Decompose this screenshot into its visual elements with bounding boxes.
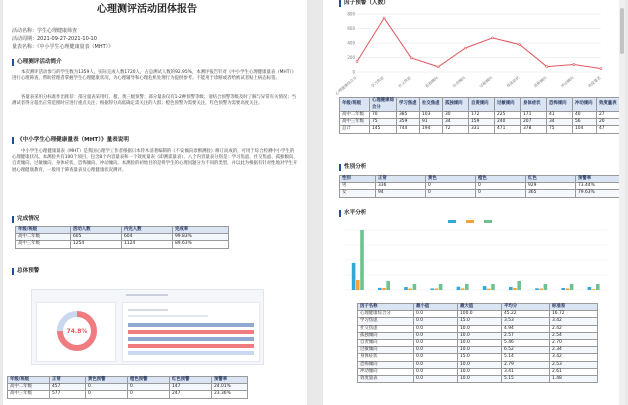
report-page-1 (3, 0, 307, 405)
bar (461, 288, 465, 290)
column-header: 标准差 (550, 304, 598, 311)
x-tick-label: 身体症状 (505, 74, 521, 89)
table-cell: 10.0 (458, 361, 502, 368)
table-cell: 0 (128, 391, 170, 398)
report-title: 心理测评活动团体报告 (97, 4, 197, 15)
column-header: 红色预警 (170, 377, 212, 384)
column-header: 最大值 (458, 304, 502, 311)
table-cell: 457 (50, 384, 86, 391)
table-cell: 605 (71, 234, 122, 241)
warning-rate-donut (37, 303, 117, 363)
legend-swatch (484, 220, 492, 223)
bar (588, 287, 592, 290)
table-cell: 744 (397, 126, 420, 133)
table-row (358, 361, 598, 368)
table-cell: 2.57 (502, 332, 550, 339)
table-cell: 147 (170, 384, 212, 391)
table-cell: 0.0 (414, 332, 458, 339)
table-cell: 40 (573, 112, 597, 119)
table-cell: 4.94 (502, 325, 550, 332)
data-point (492, 37, 494, 39)
table-cell: 2.61 (550, 368, 598, 375)
table-cell: 34 (547, 119, 573, 126)
overview-paragraph-2: 各量表采用分标准作出推荐：部分量表采用红、橙、黄三级预警；部分量表仅有1-2种预警等级；请结合预警等级及时了解与异常有关情况；当测试者得分超出正常范围时应进行重点关注；根据得分高低确定需关注的人群；橙色预警为需要关注，红色预警为需要高度关注。 (12, 95, 297, 107)
card-header-line (126, 294, 168, 296)
table-cell: 75 (370, 119, 397, 126)
column-header: 最小值 (414, 304, 458, 311)
table-cell: 0.0 (414, 325, 458, 332)
table-cell: 过敏倾向 (358, 347, 414, 354)
overall-warning-card (31, 289, 264, 365)
column-header: 橙色预警 (128, 377, 170, 384)
table-cell: 3.41 (502, 368, 550, 375)
summary-panel (122, 302, 260, 362)
activity-name: 活动名称：学生心理健康筛查 (12, 28, 78, 34)
column-header: 黄色预警 (86, 377, 128, 384)
scrollbar-thumb[interactable] (620, 8, 624, 54)
bar (517, 281, 521, 290)
section-average: 水平分析 (339, 210, 366, 217)
table-cell: 3.42 (550, 354, 598, 361)
table-cell: 10.0 (458, 340, 502, 347)
bar (487, 289, 491, 290)
table-cell: 女 (340, 190, 376, 197)
summary-bar (128, 351, 254, 355)
chart-grid (345, 230, 607, 290)
column-header: 孤独倾向 (443, 98, 469, 112)
table-cell: 0.0 (414, 368, 458, 375)
legend-swatch (448, 220, 456, 223)
table-cell: 385 (397, 112, 420, 119)
table-cell: 577 (50, 391, 86, 398)
table-row (358, 311, 598, 318)
chart-legend (448, 220, 492, 223)
y-tick-label: 0 (352, 69, 355, 75)
table-cell: 1.48 (550, 376, 598, 383)
bar (382, 288, 386, 290)
column-header: 内完人数 (122, 227, 173, 234)
table-header-row (340, 98, 622, 112)
table-row (358, 332, 598, 339)
table-cell: 自责倾向 (358, 340, 414, 347)
factor-line-chart (334, 8, 607, 96)
table-cell: 34 (443, 119, 469, 126)
table-cell: 2.34 (550, 347, 598, 354)
table-cell: 331 (469, 126, 495, 133)
placeholder-line (128, 309, 168, 311)
table-cell: 高中三年级 (8, 391, 50, 398)
table-row (340, 126, 622, 133)
table-cell: 高中三年级 (340, 119, 370, 126)
bar (386, 281, 390, 290)
table-cell: 1124 (122, 241, 173, 248)
overall-warning-table (7, 376, 248, 399)
table-cell: 效度量表 (358, 376, 414, 383)
table-cell: 10.0 (458, 376, 502, 383)
table-cell: 194 (420, 126, 443, 133)
table-cell: 100.0 (458, 311, 502, 318)
table-cell: 5.14 (502, 354, 550, 361)
column-header: 自责倾向 (469, 98, 495, 112)
section-overall-warning: 总体预警 (12, 268, 39, 275)
x-tick-label: 冲动倾向 (559, 74, 575, 89)
table-cell: 56 (573, 119, 597, 126)
bar (544, 284, 548, 290)
bar (592, 289, 596, 290)
table-cell: 72 (443, 126, 469, 133)
bar (430, 288, 434, 290)
bar (566, 288, 570, 290)
table-cell: 0.0 (414, 347, 458, 354)
bar (535, 288, 539, 290)
report-page-2 (323, 0, 625, 405)
bar (408, 289, 412, 290)
column-header: 红色 (526, 176, 576, 183)
data-point (600, 68, 602, 70)
data-point (519, 44, 521, 46)
table-cell: 336 (376, 183, 426, 190)
column-header: 年级/班级 (340, 98, 370, 112)
table-header-row (340, 176, 622, 183)
bar (378, 288, 382, 290)
table-cell: 171 (521, 112, 547, 119)
table-cell: 2.70 (550, 340, 598, 347)
data-point (573, 63, 575, 65)
table-cell: 10.0 (458, 332, 502, 339)
bar (356, 280, 360, 290)
completion-table (15, 226, 229, 249)
summary-bar (128, 330, 254, 334)
table-row (358, 354, 598, 361)
column-header: 橙色 (476, 176, 526, 183)
bar (596, 284, 600, 290)
table-cell: 23.36% (212, 391, 248, 398)
table-cell: 学习焦虑 (358, 318, 414, 325)
table-cell: 社交焦虑 (358, 325, 414, 332)
series-line (357, 18, 601, 69)
column-header: 年级/班级 (16, 227, 71, 234)
table-cell: 45.22 (502, 311, 550, 318)
table-cell: 471 (495, 126, 521, 133)
x-tick-label: 效度量表 (586, 74, 602, 89)
table-cell: 0.0 (414, 376, 458, 383)
table-row (16, 234, 229, 241)
table-cell: 心理健康综合分 (358, 311, 414, 318)
column-header: 社交焦虑 (420, 98, 443, 112)
table-row (16, 241, 229, 248)
gender-table (339, 175, 622, 198)
overview-paragraph-1: 本次测评活动参与的学生数为1359人，实际完成人数1720人，占总测试人数的92.95%，本测评报告针对《中小学生心理健康量表（MHT）》进行心理筛查，帮助管理者掌握学生心理健康状况，为心理辅导和心理危机处理行为提供参考。不能用于诊断或者给被试者贴上病态标签。 (12, 70, 296, 82)
bar (483, 286, 487, 290)
table-cell: 0 (86, 391, 128, 398)
x-tick-label: 恐怖倾向 (532, 74, 548, 89)
table-row (340, 112, 622, 119)
x-tick-label: 孤独倾向 (424, 74, 439, 89)
table-cell: 身体症状 (358, 354, 414, 361)
bar (570, 284, 574, 290)
x-axis-ticks (334, 75, 602, 96)
table-cell: 0 (86, 384, 128, 391)
table-cell: 10.0 (458, 368, 502, 375)
table-cell: 0.0 (414, 354, 458, 361)
x-tick-label: 过敏倾向 (478, 74, 494, 89)
table-cell: 378 (521, 126, 547, 133)
table-cell: 0.0 (414, 340, 458, 347)
table-cell: 恐怖倾向 (358, 361, 414, 368)
table-cell: 929 (526, 183, 576, 190)
table-row (358, 347, 598, 354)
table-header-row (16, 227, 229, 234)
table-cell: 604 (122, 234, 173, 241)
column-header: 活动人数 (71, 227, 122, 234)
bar (539, 288, 543, 290)
average-bar-chart (337, 218, 613, 296)
table-cell: 94 (376, 190, 426, 197)
section-completion: 完成情况 (12, 216, 39, 223)
column-header: 性别 (340, 176, 376, 183)
column-header: 平均分 (502, 304, 550, 311)
column-header: 正常 (376, 176, 426, 183)
table-cell: 47 (597, 126, 622, 133)
column-header: 效度量表 (597, 98, 622, 112)
table-cell: 145 (370, 126, 397, 133)
table-cell: 15.0 (458, 354, 502, 361)
table-cell: 172 (469, 112, 495, 119)
table-cell: 0 (476, 183, 526, 190)
bar (561, 288, 565, 290)
table-cell: 359 (397, 119, 420, 126)
bar (509, 287, 513, 290)
column-header: 预警率 (212, 377, 248, 384)
table-row (340, 119, 622, 126)
data-point (546, 66, 548, 68)
donut-percent-label: 74.8% (66, 328, 88, 335)
table-cell: 0.0 (414, 318, 458, 325)
y-axis-ticks (347, 12, 355, 75)
summary-bar (128, 344, 254, 348)
table-cell: 91 (420, 119, 443, 126)
column-header: 恐怖倾向 (547, 98, 573, 112)
table-row (358, 325, 598, 332)
table-cell: 2.53 (550, 361, 598, 368)
table-cell: 16.72 (550, 311, 598, 318)
table-row (358, 376, 598, 383)
table-cell: 247 (170, 391, 212, 398)
y-tick-label: 400 (347, 40, 355, 46)
data-point (410, 57, 412, 59)
column-header: 身体症状 (521, 98, 547, 112)
table-cell: 41 (547, 112, 573, 119)
placeholder-line (128, 315, 208, 317)
table-cell: 75 (547, 126, 573, 133)
table-cell: 冲动倾向 (358, 368, 414, 375)
table-cell: 24.01% (212, 384, 248, 391)
table-cell: 高中二年级 (340, 112, 370, 119)
y-tick-label: 200 (347, 55, 355, 60)
x-tick-label: 社交焦虑 (397, 74, 412, 89)
table-cell: 男 (340, 183, 376, 190)
column-header: 预警率 (576, 176, 622, 183)
table-cell: 159 (469, 119, 495, 126)
summary-bar (128, 337, 254, 341)
table-cell: 5.15 (502, 376, 550, 383)
table-cell: 89.63% (173, 241, 229, 248)
section-scale-description: 《中小学生心理健康量表（MHT）》量表说明 (12, 137, 129, 144)
data-point (464, 47, 466, 49)
section-factor-warning: 因子预警（人数） (339, 0, 389, 7)
column-header: 正常 (50, 377, 86, 384)
scale-name: 量表名称：《中小学生心理健康量表（MHT）》 (12, 44, 114, 50)
table-cell: 3.53 (502, 318, 550, 325)
table-cell: 2.79 (502, 361, 550, 368)
table-cell: 2.42 (550, 325, 598, 332)
column-header: 因子名称 (358, 304, 414, 311)
table-cell: 15.0 (458, 318, 502, 325)
table-cell: 2.54 (550, 332, 598, 339)
table-row (358, 368, 598, 375)
table-cell: 高中二年级 (8, 384, 50, 391)
bar (457, 287, 461, 290)
table-cell: 27 (597, 112, 622, 119)
y-tick-label: 600 (347, 26, 355, 31)
table-cell: 0 (128, 384, 170, 391)
score-table (357, 303, 598, 383)
data-point (356, 60, 358, 62)
bar (491, 284, 495, 290)
y-tick-label: 800 (347, 11, 355, 17)
data-point (437, 66, 439, 68)
table-cell: 20 (597, 119, 622, 126)
table-cell: 10.0 (458, 347, 502, 354)
column-header: 学习焦虑 (397, 98, 420, 112)
table-cell: 总计 (340, 126, 370, 133)
table-cell: 225 (495, 112, 521, 119)
x-tick-label: 自责倾向 (451, 74, 467, 89)
activity-period: 活动周期：2021-09-27-2021-10-10 (12, 36, 97, 42)
column-header: 完成率 (173, 227, 229, 234)
table-cell: 6.52 (502, 347, 550, 354)
bar (413, 284, 417, 290)
table-cell: 0.0 (414, 311, 458, 318)
table-row (8, 391, 248, 398)
table-cell: 240 (495, 119, 521, 126)
table-cell: 5.46 (502, 340, 550, 347)
section-gender: 性别分析 (339, 164, 366, 171)
x-tick-label: 学习焦虑 (369, 74, 385, 89)
column-header: 黄色 (426, 176, 476, 183)
table-cell: 1254 (71, 241, 122, 248)
table-cell: 高中二年级 (16, 234, 71, 241)
table-row (8, 384, 248, 391)
bar (513, 288, 517, 290)
table-cell: 99.83% (173, 234, 229, 241)
table-cell: 365 (526, 190, 576, 197)
column-header: 冲动倾向 (573, 98, 597, 112)
scale-description-paragraph: 中小学生心理健康量表（MHT）是我国心理学工作者根据日本铃木清著编制的《不安倾向诊断测验》修订而成的，可用于综合检测中小学生的心理健康状况。本测验共有100个项目，包含8个内容量表和一个效度量表（即测谎量表），八个内容量表分别是：学习焦虑、社交焦虑、孤独倾向、自责倾向、过敏倾向、身体症状、恐怖倾向、冲动倾向。本测验的初始目的是将学生的心理问题分为不同的类型，并以此为根据有针对性地对学生开展心理健康教育，一般用于筛查量表及心理健康状况测评。 (12, 149, 298, 173)
x-tick-label: 心理健康综合分 (334, 74, 358, 96)
bar (352, 263, 356, 290)
table-cell: 孤独倾向 (358, 332, 414, 339)
table-cell: 73.44% (576, 183, 622, 190)
table-cell: 0 (476, 190, 526, 197)
factor-warning-table (339, 97, 622, 134)
table-cell: 3.42 (550, 318, 598, 325)
table-cell: 70 (370, 112, 397, 119)
table-row (340, 183, 622, 190)
table-cell: 79.63% (576, 190, 622, 197)
legend-swatch (466, 220, 474, 223)
bar (435, 288, 439, 290)
bar (404, 287, 408, 290)
table-row (340, 190, 622, 197)
section-overview: 心理测评活动简介 (12, 59, 62, 66)
table-header-row (8, 377, 248, 384)
bar (360, 230, 364, 290)
summary-bar (128, 323, 254, 327)
table-row (358, 340, 598, 347)
bar (439, 284, 443, 290)
donut-panel (36, 302, 116, 362)
table-header-row (358, 304, 598, 311)
table-cell: 0 (426, 190, 476, 197)
table-row (358, 318, 598, 325)
vertical-scrollbar[interactable] (619, 0, 625, 405)
bar (465, 284, 469, 290)
table-cell: 104 (573, 126, 597, 133)
table-cell: 0 (426, 183, 476, 190)
table-cell: 30 (443, 112, 469, 119)
table-cell: 207 (521, 119, 547, 126)
column-header: 年级/班级 (8, 377, 50, 384)
column-header: 过敏倾向 (495, 98, 521, 112)
table-cell: 高中三年级 (16, 241, 71, 248)
table-cell: 103 (420, 112, 443, 119)
table-cell: 10.0 (458, 325, 502, 332)
table-cell: 0.0 (414, 361, 458, 368)
column-header: 心理健康综合分 (370, 98, 397, 112)
data-point (383, 17, 385, 19)
